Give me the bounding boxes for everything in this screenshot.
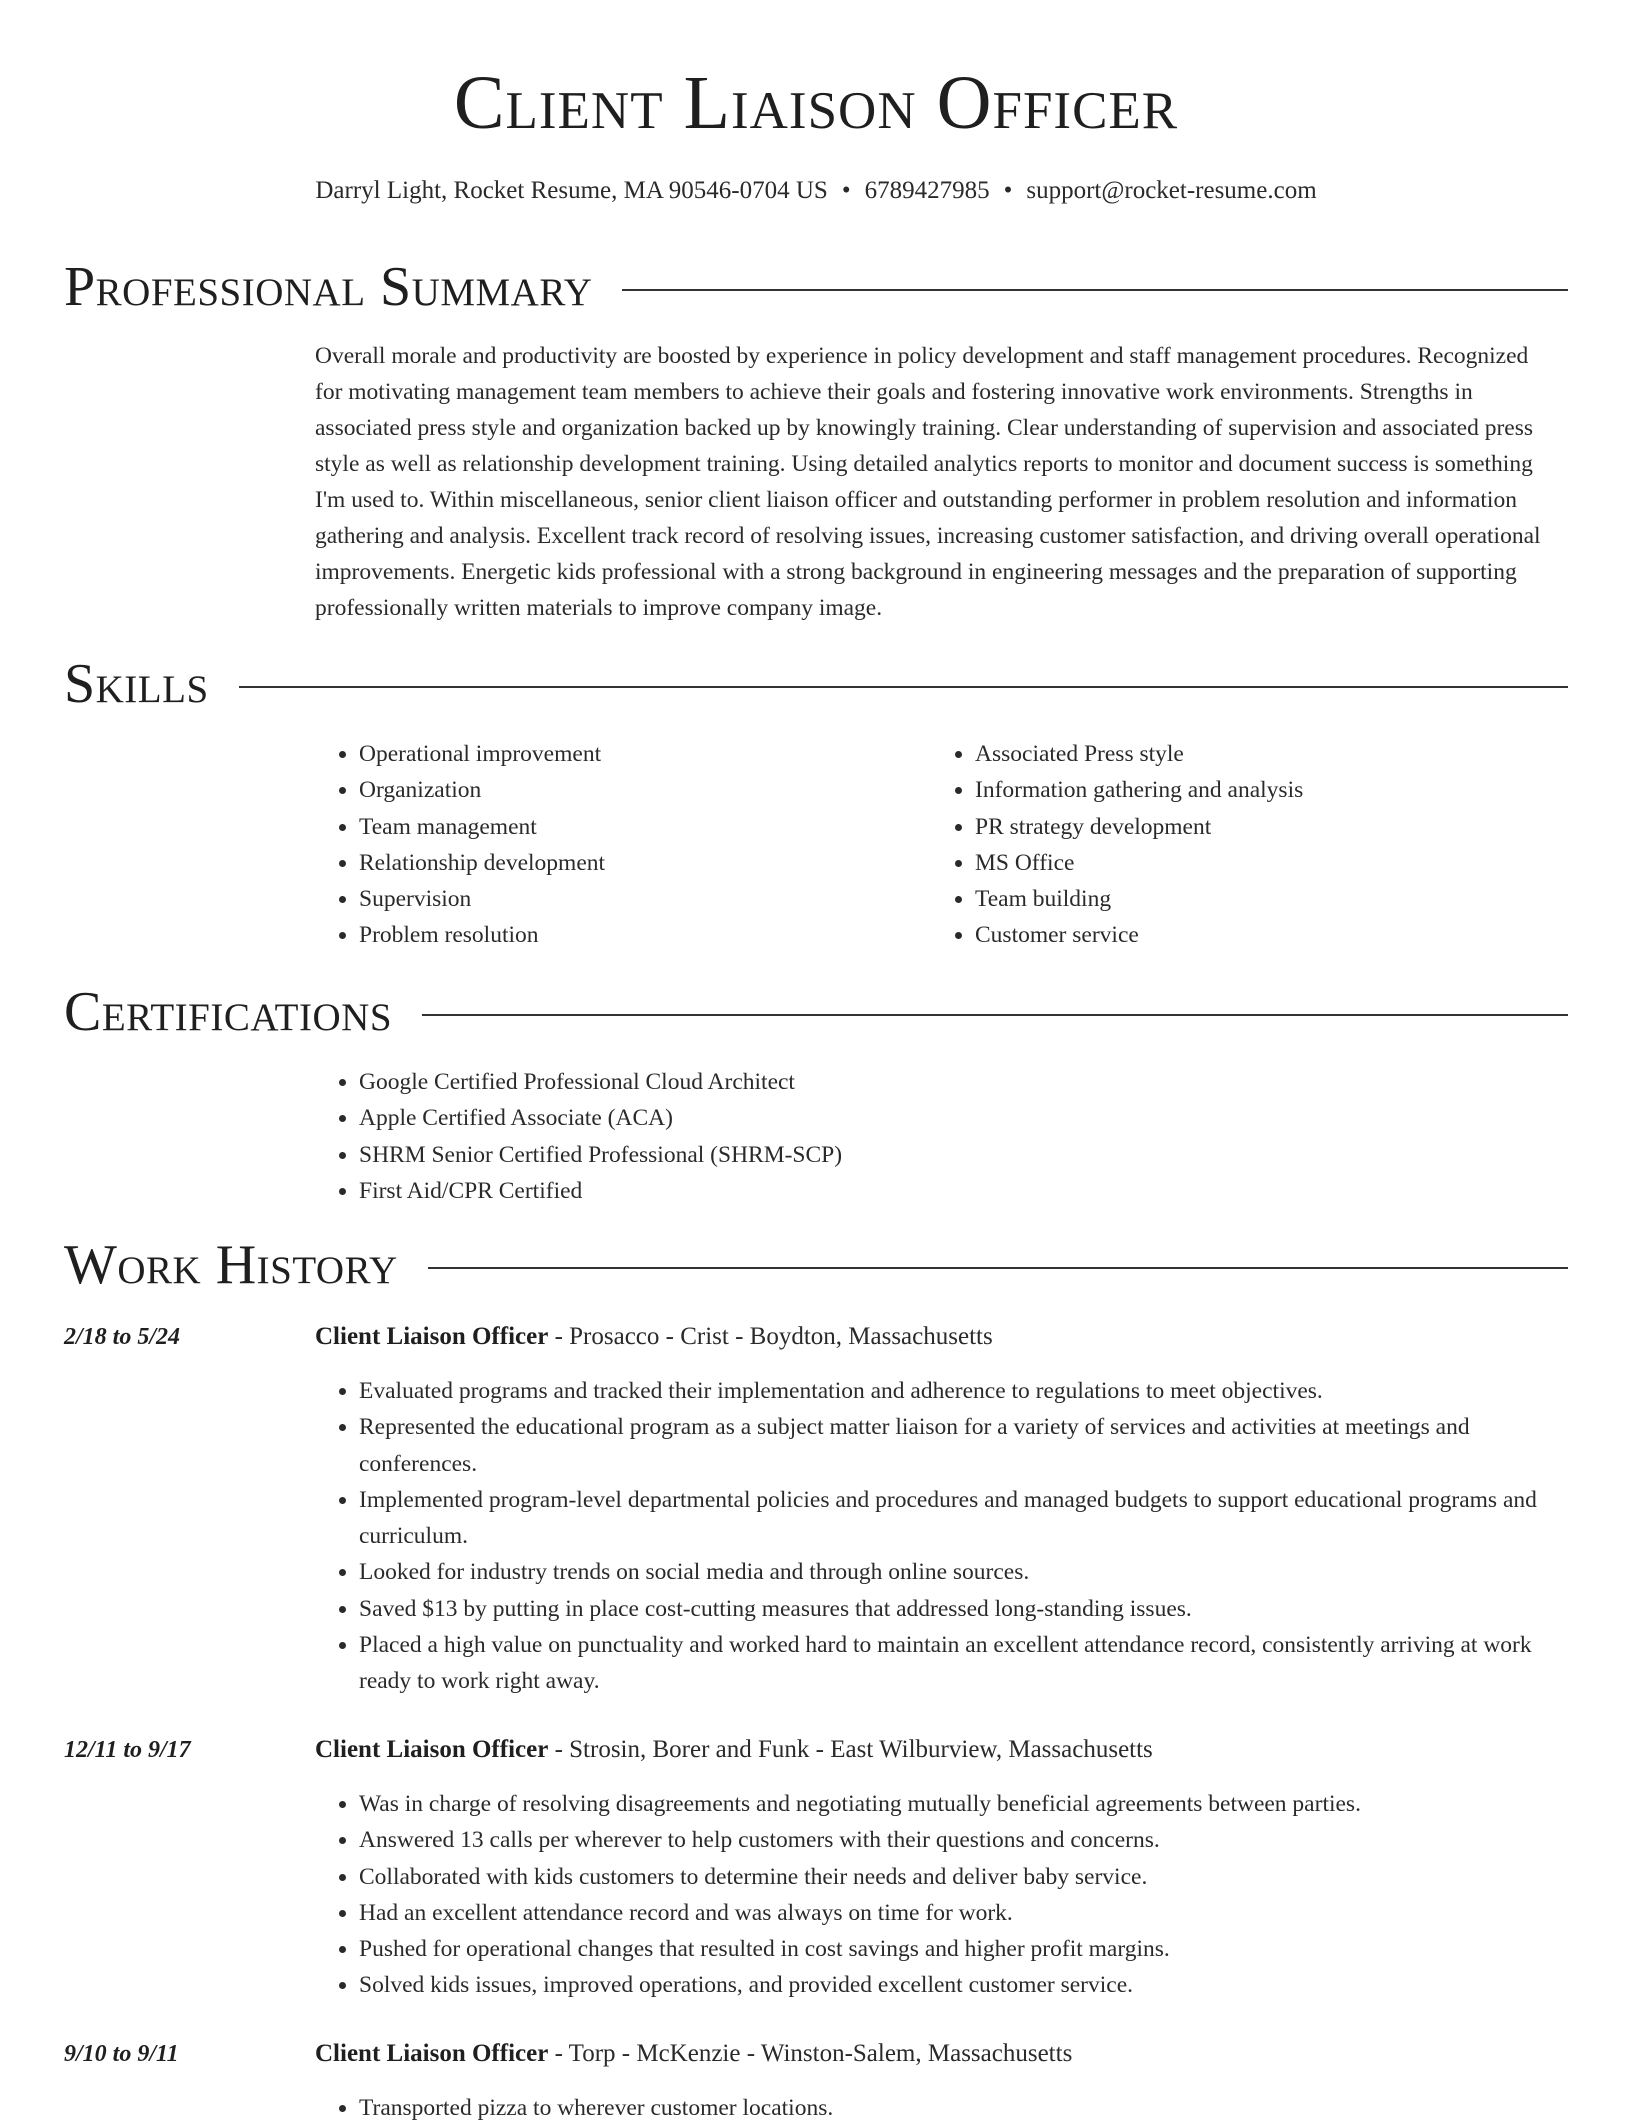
job-dates: 2/18 to 5/24 bbox=[64, 1324, 181, 1350]
list-item: • MS Office bbox=[975, 845, 1491, 881]
list-item: • Had an excellent attendance record and was always on time for work. bbox=[359, 1895, 1575, 1931]
section-header-work-history bbox=[64, 1230, 1568, 1300]
list-item: • Collaborated with kids customers to determine their needs and deliver baby service. bbox=[359, 1859, 1575, 1895]
list-item: • Problem resolution bbox=[359, 917, 875, 953]
contact-separator: • bbox=[841, 177, 851, 204]
job-employer-location: - Torp - McKenzie - Winston-Salem, Massachusetts bbox=[548, 2040, 1073, 2067]
job-employer-location: - Strosin, Borer and Funk - East Wilburview, Massachusetts bbox=[548, 1736, 1153, 1763]
list-item: • Solved kids issues, improved operations, and provided excellent customer service. bbox=[359, 1967, 1575, 2003]
list-item: • Looked for industry trends on social media and through online sources. bbox=[359, 1554, 1575, 1590]
section-title-work-history: Work History bbox=[64, 1234, 398, 1296]
skills-column-left bbox=[315, 736, 875, 954]
list-item: • Customer service bbox=[975, 917, 1491, 953]
contact-email: support@rocket-resume.com bbox=[1026, 177, 1317, 204]
job-heading bbox=[315, 2037, 1072, 2071]
skills-list-right bbox=[931, 736, 1491, 954]
list-item: • Information gathering and analysis bbox=[975, 772, 1491, 808]
list-item: • Pushed for operational changes that resulted in cost savings and higher profit margins. bbox=[359, 1931, 1575, 1967]
list-item: • PR strategy development bbox=[975, 809, 1491, 845]
job-employer-location: - Prosacco - Crist - Boydton, Massachusetts bbox=[548, 1323, 993, 1350]
job-dates: 12/11 to 9/17 bbox=[64, 1737, 191, 1763]
contact-line bbox=[0, 174, 1632, 208]
job-dates: 9/10 to 9/11 bbox=[64, 2041, 179, 2067]
section-divider bbox=[422, 1014, 1568, 1016]
skills-list-left bbox=[315, 736, 875, 954]
section-title-certifications: Certifications bbox=[64, 981, 393, 1043]
section-title-summary: Professional Summary bbox=[64, 256, 593, 318]
list-item: • Was in charge of resolving disagreements and negotiating mutually beneficial agreements between parties. bbox=[359, 1786, 1575, 1822]
section-header-skills bbox=[64, 649, 1568, 719]
job-title: Client Liaison Officer bbox=[315, 2040, 549, 2067]
job-duties-list bbox=[315, 2090, 1575, 2126]
list-item: • First Aid/CPR Certified bbox=[359, 1173, 1115, 1209]
section-divider bbox=[239, 686, 1568, 688]
job-heading bbox=[315, 1320, 993, 1354]
section-header-summary bbox=[64, 252, 1568, 322]
section-divider bbox=[428, 1267, 1568, 1269]
list-item: • Supervision bbox=[359, 881, 875, 917]
list-item: • SHRM Senior Certified Professional (SHRM-SCP) bbox=[359, 1137, 1115, 1173]
section-header-certifications bbox=[64, 977, 1568, 1047]
job-duties bbox=[315, 1373, 1575, 1700]
list-item: • Represented the educational program as a subject matter liaison for a variety of services and activities at meetings and conferences. bbox=[359, 1409, 1575, 1482]
section-divider bbox=[622, 289, 1568, 291]
section-title-skills: Skills bbox=[64, 653, 209, 715]
certifications-list bbox=[315, 1064, 1115, 1209]
skills-column-right bbox=[931, 736, 1491, 954]
list-item: • Team building bbox=[975, 881, 1491, 917]
list-item: • Google Certified Professional Cloud Architect bbox=[359, 1064, 1115, 1100]
list-item: • Placed a high value on punctuality and worked hard to maintain an excellent attendance record, consistently arriving at work ready to work right away. bbox=[359, 1627, 1575, 1700]
list-item: • Associated Press style bbox=[975, 736, 1491, 772]
job-heading bbox=[315, 1733, 1153, 1767]
job-duties-list bbox=[315, 1373, 1575, 1700]
resume-title: Client Liaison Officer bbox=[453, 61, 1179, 145]
list-item: • Implemented program-level departmental policies and procedures and managed budgets to support educational programs and curriculum. bbox=[359, 1482, 1575, 1555]
certifications-block bbox=[315, 1064, 1115, 1209]
list-item: • Apple Certified Associate (ACA) bbox=[359, 1100, 1115, 1136]
job-duties-list bbox=[315, 1786, 1575, 2004]
contact-separator: • bbox=[1003, 177, 1013, 204]
list-item: • Operational improvement bbox=[359, 736, 875, 772]
list-item: • Saved $13 by putting in place cost-cutting measures that addressed long-standing issues. bbox=[359, 1591, 1575, 1627]
contact-address: Darryl Light, Rocket Resume, MA 90546-0704 US bbox=[315, 177, 828, 204]
job-title: Client Liaison Officer bbox=[315, 1736, 549, 1763]
list-item: • Organization bbox=[359, 772, 875, 808]
contact-phone: 6789427985 bbox=[864, 177, 990, 204]
job-duties bbox=[315, 2090, 1575, 2126]
job-duties bbox=[315, 1786, 1575, 2004]
list-item: • Evaluated programs and tracked their implementation and adherence to regulations to meet objectives. bbox=[359, 1373, 1575, 1409]
list-item: • Answered 13 calls per wherever to help customers with their questions and concerns. bbox=[359, 1822, 1575, 1858]
summary-text: Overall morale and productivity are boosted by experience in policy development and staff management procedures. Recognized for motivating management team members to achieve their goals and fostering innovative work environments. Strengths in associated press style and organization backed up by knowingly training. Clear understanding of supervision and associated press style as well as relationship development training. Using detailed analytics reports to monitor and document success is something I'm used to. Within miscellaneous, senior client liaison officer and outstanding performer in problem resolution and information gathering and analysis. Excellent track record of resolving issues, increasing customer satisfaction, and driving overall operational improvements. Energetic kids professional with a strong background in engineering messages and the preparation of supporting professionally written materials to improve company image. bbox=[315, 343, 1541, 621]
job-title: Client Liaison Officer bbox=[315, 1323, 549, 1350]
list-item: • Relationship development bbox=[359, 845, 875, 881]
list-item: • Transported pizza to wherever customer locations. bbox=[359, 2090, 1575, 2126]
list-item: • Team management bbox=[359, 809, 875, 845]
